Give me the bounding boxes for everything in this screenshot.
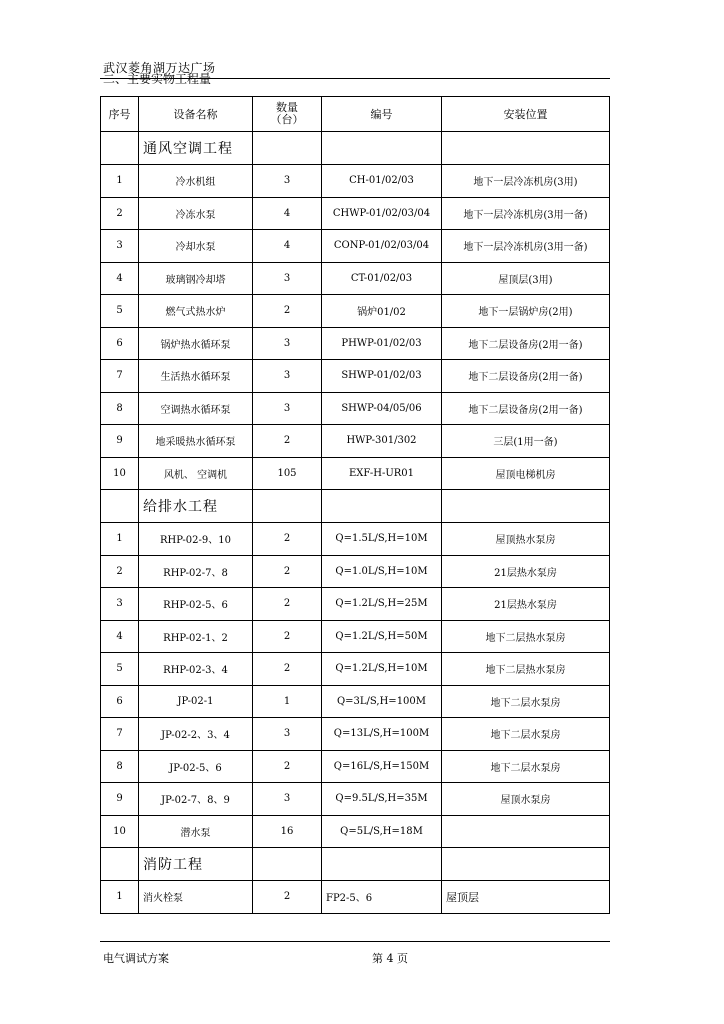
row-name: JP-02-7、8、9	[139, 783, 253, 816]
row-no: 9	[101, 425, 139, 458]
row-code: Q=1.2L/S,H=10M	[322, 653, 442, 686]
section-no-cell	[101, 490, 139, 523]
row-no: 1	[101, 165, 139, 198]
row-no: 2	[101, 555, 139, 588]
col-header-no: 序号	[101, 97, 139, 132]
col-header-qty	[253, 97, 322, 132]
row-no: 7	[101, 360, 139, 393]
section-empty-cell	[442, 848, 610, 881]
row-code: CHWP-01/02/03/04	[322, 197, 442, 230]
row-qty: 4	[253, 230, 322, 263]
row-location: 地下一层冷冻机房(3用一备)	[442, 197, 610, 230]
row-location: 地下二层水泵房	[442, 750, 610, 783]
row-location: 21层热水泵房	[442, 588, 610, 621]
table-row	[101, 392, 610, 425]
row-code: SHWP-01/02/03	[322, 360, 442, 393]
row-no: 9	[101, 783, 139, 816]
row-code: Q=5L/S,H=18M	[322, 815, 442, 848]
table-row	[101, 750, 610, 783]
row-no: 5	[101, 295, 139, 328]
row-qty: 2	[253, 588, 322, 621]
section-title: 给排水工程	[139, 490, 253, 523]
row-location: 地下二层水泵房	[442, 718, 610, 751]
table-row	[101, 425, 610, 458]
section-empty-cell	[322, 848, 442, 881]
footer-page-number: 第 4 页	[372, 952, 408, 965]
section-heading: 二、主要实物工程量	[103, 72, 212, 84]
row-no: 1	[101, 881, 139, 914]
table-row	[101, 457, 610, 490]
row-qty: 2	[253, 620, 322, 653]
col-header-name: 设备名称	[139, 97, 253, 132]
header-rule	[100, 78, 610, 79]
row-qty: 2	[253, 425, 322, 458]
row-qty: 3	[253, 165, 322, 198]
row-no: 10	[101, 815, 139, 848]
row-qty: 3	[253, 718, 322, 751]
row-name: 消火栓泵	[139, 881, 253, 914]
row-name: RHP-02-9、10	[139, 523, 253, 556]
row-location: 地下一层冷冻机房(3用一备)	[442, 230, 610, 263]
row-qty: 3	[253, 262, 322, 295]
table-row	[101, 718, 610, 751]
row-no: 6	[101, 685, 139, 718]
row-no: 3	[101, 230, 139, 263]
col-header-qty-unit: （台）	[270, 113, 304, 126]
row-qty: 3	[253, 783, 322, 816]
row-code: PHWP-01/02/03	[322, 327, 442, 360]
row-location	[442, 815, 610, 848]
row-location: 三层(1用一备)	[442, 425, 610, 458]
table-row	[101, 360, 610, 393]
row-code: Q=3L/S,H=100M	[322, 685, 442, 718]
row-location: 地下二层水泵房	[442, 685, 610, 718]
table-row	[101, 555, 610, 588]
row-no: 2	[101, 197, 139, 230]
row-qty: 2	[253, 555, 322, 588]
row-name: 玻璃钢冷却塔	[139, 262, 253, 295]
row-no: 1	[101, 523, 139, 556]
section-row	[101, 132, 610, 165]
row-code: Q=1.2L/S,H=50M	[322, 620, 442, 653]
table-row	[101, 653, 610, 686]
row-code: 锅炉01/02	[322, 295, 442, 328]
row-code: CH-01/02/03	[322, 165, 442, 198]
table-row	[101, 588, 610, 621]
row-location: 地下一层锅炉房(2用)	[442, 295, 610, 328]
section-empty-cell	[442, 132, 610, 165]
row-name: 潜水泵	[139, 815, 253, 848]
row-qty: 3	[253, 327, 322, 360]
row-no: 4	[101, 620, 139, 653]
table-header-row	[101, 97, 610, 132]
row-qty: 3	[253, 360, 322, 393]
section-empty-cell	[253, 848, 322, 881]
row-name: 锅炉热水循环泵	[139, 327, 253, 360]
row-no: 5	[101, 653, 139, 686]
row-code: Q=9.5L/S,H=35M	[322, 783, 442, 816]
row-location: 地下一层冷冻机房(3用)	[442, 165, 610, 198]
row-code: Q=13L/S,H=100M	[322, 718, 442, 751]
row-no: 10	[101, 457, 139, 490]
row-name: 燃气式热水炉	[139, 295, 253, 328]
row-qty: 105	[253, 457, 322, 490]
row-name: 冷却水泵	[139, 230, 253, 263]
row-location: 屋顶电梯机房	[442, 457, 610, 490]
equipment-table	[100, 96, 610, 914]
col-header-qty-label: 数量	[276, 101, 298, 114]
table-row	[101, 685, 610, 718]
row-name: 空调热水循环泵	[139, 392, 253, 425]
row-location: 地下二层热水泵房	[442, 620, 610, 653]
section-title: 通风空调工程	[139, 132, 253, 165]
row-location: 屋顶水泵房	[442, 783, 610, 816]
row-location: 地下二层设备房(2用一备)	[442, 360, 610, 393]
row-location: 屋顶层(3用)	[442, 262, 610, 295]
row-code: FP2-5、6	[322, 881, 442, 914]
table-row	[101, 881, 610, 914]
row-code: SHWP-04/05/06	[322, 392, 442, 425]
section-row	[101, 490, 610, 523]
row-code: Q=1.5L/S,H=10M	[322, 523, 442, 556]
table-row	[101, 262, 610, 295]
row-qty: 1	[253, 685, 322, 718]
row-location: 地下二层设备房(2用一备)	[442, 392, 610, 425]
project-title: 武汉菱角湖万达广场	[103, 61, 216, 75]
row-code: Q=1.0L/S,H=10M	[322, 555, 442, 588]
section-no-cell	[101, 132, 139, 165]
table-row	[101, 620, 610, 653]
table-row	[101, 165, 610, 198]
row-qty: 2	[253, 523, 322, 556]
section-empty-cell	[322, 132, 442, 165]
row-qty: 2	[253, 295, 322, 328]
section-empty-cell	[442, 490, 610, 523]
row-no: 7	[101, 718, 139, 751]
table-row	[101, 523, 610, 556]
row-name: 冷水机组	[139, 165, 253, 198]
row-location: 地下二层设备房(2用一备)	[442, 327, 610, 360]
table-row	[101, 197, 610, 230]
section-title: 消防工程	[139, 848, 253, 881]
row-code: Q=1.2L/S,H=25M	[322, 588, 442, 621]
section-row	[101, 848, 610, 881]
col-header-code: 编号	[322, 97, 442, 132]
row-qty: 3	[253, 392, 322, 425]
row-qty: 2	[253, 653, 322, 686]
row-no: 3	[101, 588, 139, 621]
row-code: CONP-01/02/03/04	[322, 230, 442, 263]
row-no: 8	[101, 750, 139, 783]
section-empty-cell	[322, 490, 442, 523]
section-no-cell	[101, 848, 139, 881]
row-location: 屋顶热水泵房	[442, 523, 610, 556]
row-name: JP-02-5、6	[139, 750, 253, 783]
row-name: JP-02-1	[139, 685, 253, 718]
row-code: CT-01/02/03	[322, 262, 442, 295]
row-location: 地下二层热水泵房	[442, 653, 610, 686]
row-name: 风机、 空调机	[139, 457, 253, 490]
row-qty: 2	[253, 881, 322, 914]
table-row	[101, 815, 610, 848]
row-no: 6	[101, 327, 139, 360]
row-name: RHP-02-5、6	[139, 588, 253, 621]
row-qty: 16	[253, 815, 322, 848]
row-code: HWP-301/302	[322, 425, 442, 458]
row-name: 地采暖热水循环泵	[139, 425, 253, 458]
row-name: RHP-02-1、2	[139, 620, 253, 653]
row-qty: 4	[253, 197, 322, 230]
row-qty: 2	[253, 750, 322, 783]
footer-doc-title: 电气调试方案	[103, 952, 169, 965]
footer-rule	[100, 941, 610, 942]
row-no: 4	[101, 262, 139, 295]
row-name: JP-02-2、3、4	[139, 718, 253, 751]
col-header-location: 安装位置	[442, 97, 610, 132]
row-name: 冷冻水泵	[139, 197, 253, 230]
table-row	[101, 230, 610, 263]
row-name: 生活热水循环泵	[139, 360, 253, 393]
row-name: RHP-02-7、8	[139, 555, 253, 588]
table-row	[101, 295, 610, 328]
row-location: 21层热水泵房	[442, 555, 610, 588]
row-no: 8	[101, 392, 139, 425]
row-code: EXF-H-UR01	[322, 457, 442, 490]
row-code: Q=16L/S,H=150M	[322, 750, 442, 783]
row-location: 屋顶层	[442, 881, 610, 914]
table-row	[101, 783, 610, 816]
table-row	[101, 327, 610, 360]
section-empty-cell	[253, 132, 322, 165]
section-empty-cell	[253, 490, 322, 523]
row-name: RHP-02-3、4	[139, 653, 253, 686]
